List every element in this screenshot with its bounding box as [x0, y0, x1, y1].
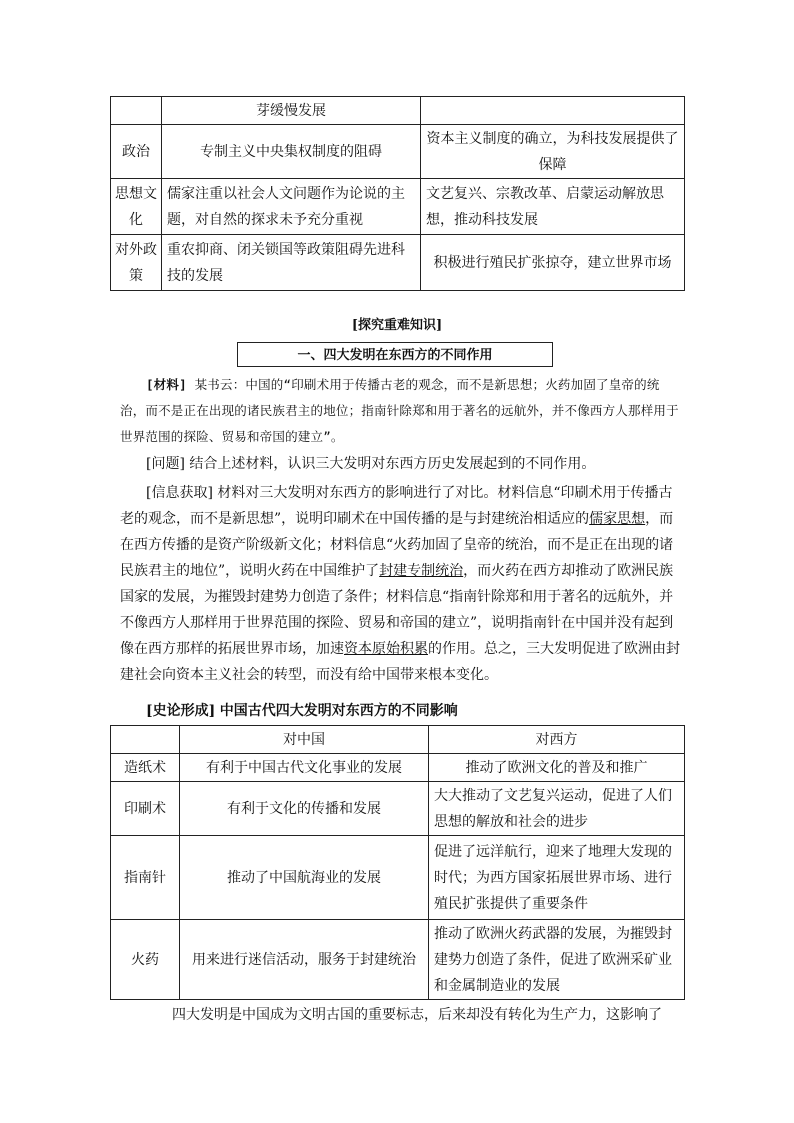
invention-name: 印刷术 [111, 782, 180, 836]
row-label: 政治 [111, 125, 162, 179]
china-impact: 推动了中国航海业的发展 [180, 836, 429, 920]
west-cell: 文艺复兴、宗教改革、启蒙运动解放思想，推动科技发展 [421, 179, 685, 235]
table-row [111, 920, 685, 1000]
four-inventions-table [110, 725, 685, 1000]
row-label: 思想文化 [111, 179, 162, 235]
closing-text: 四大发明是中国成为文明古国的重要标志，后来却没有转化为生产力，这影响了 [172, 1007, 662, 1023]
material-label: [材料] [146, 377, 187, 392]
question-text: 结合上述材料，认识三大发明对东西方历史发展起到的不同作用。 [189, 456, 596, 472]
info-text: 的作用。总之，三大发明促进了欧洲由封建社会向资本主义社会的转型，而没有给中国带来根本变化。 [120, 641, 680, 683]
header-cell: 对西方 [429, 726, 685, 754]
west-cell: 积极进行殖民扩张掠夺，建立世界市场 [421, 235, 685, 291]
west-cell [421, 97, 685, 125]
material-text: 某书云：中国的“印刷术用于传播古老的观念，而不是新思想；火药加固了皇帝的统治，而不是正在出现的诸民族君主的地位；指南针除郑和用于著名的远航外，并不像西方人那样用于世界范围的探险、贸易和帝国的建立”。 [120, 377, 679, 444]
summary-label: [史论形成] [146, 703, 216, 719]
table-row [111, 179, 685, 235]
china-impact: 有利于文化的传播和发展 [180, 782, 429, 836]
china-cell: 儒家注重以社会人文问题作为论说的主题，对自然的探求未予充分重视 [162, 179, 421, 235]
china-cell: 专制主义中央集权制度的阻碍 [162, 125, 421, 179]
underlined-term: 封建专制统治 [379, 563, 464, 579]
summary-title: 中国古代四大发明对东西方的不同影响 [219, 703, 458, 719]
question-paragraph [120, 451, 680, 477]
west-cell: 资本主义制度的确立，为科技发展提供了保障 [421, 125, 685, 179]
question-label: [问题] [146, 456, 185, 472]
info-label: [信息获取] [146, 485, 213, 501]
china-impact: 用来进行迷信活动，服务于封建统治 [180, 920, 429, 1000]
west-impact: 促进了远洋航行，迎来了地理大发现的时代；为西方国家拓展世界市场、进行殖民扩张提供了重要条件 [429, 836, 685, 920]
table-row [111, 125, 685, 179]
info-paragraph [120, 480, 680, 688]
summary-heading [120, 698, 680, 724]
china-cell: 芽缓慢发展 [162, 97, 421, 125]
table-row [111, 235, 685, 291]
section-title-box: 一、四大发明在东西方的不同作用 [237, 342, 553, 367]
west-impact: 推动了欧洲文化的普及和推广 [429, 754, 685, 782]
material-paragraph [120, 372, 680, 450]
west-impact: 大大推动了文艺复兴运动，促进了人们思想的解放和社会的进步 [429, 782, 685, 836]
table-row [111, 782, 685, 836]
table-header-row [111, 726, 685, 754]
header-cell: 对中国 [180, 726, 429, 754]
section-header: [探究重难知识] [351, 318, 443, 333]
underlined-term: 资本原始积累 [344, 641, 428, 657]
info-text: 材料对三大发明对东西方的影响进行了对比。材料信息“印刷术用于传播古老的观念，而不是新思想”，说明印刷术在中国传播的是与封建统治相适应的 [120, 485, 673, 527]
west-impact: 推动了欧洲火药武器的发展，为摧毁封建势力创造了条件，促进了欧洲采矿业和金属制造业的发展 [429, 920, 685, 1000]
china-impact: 有利于中国古代文化事业的发展 [180, 754, 429, 782]
underlined-term: 儒家思想 [589, 511, 646, 527]
invention-name: 造纸术 [111, 754, 180, 782]
table-row [111, 836, 685, 920]
info-text: ，而火药在西方却推动了欧洲民族国家的发展，为摧毁封建势力创造了条件；材料信息“指南针除郑和用于著名的远航外，并不像西方人那样用于世界范围的探险、贸易和帝国的建立”，说明指南针在中国并没有起到像在西方那样的拓展世界市场，加速 [120, 563, 674, 657]
table-row [111, 754, 685, 782]
row-label: 对外政策 [111, 235, 162, 291]
invention-name: 火药 [111, 920, 180, 1000]
info-text: ，而在西方传播的是资产阶级新文化；材料信息“火药加固了皇帝的统治，而不是正在出现的诸民族君主的地位”，说明火药在中国维护了 [120, 511, 674, 579]
header-cell [111, 726, 180, 754]
comparison-table-top [110, 96, 685, 291]
china-cell: 重农抑商、闭关锁国等政策阻碍先进科技的发展 [162, 235, 421, 291]
invention-name: 指南针 [111, 836, 180, 920]
table-row [111, 97, 685, 125]
row-label [111, 97, 162, 125]
